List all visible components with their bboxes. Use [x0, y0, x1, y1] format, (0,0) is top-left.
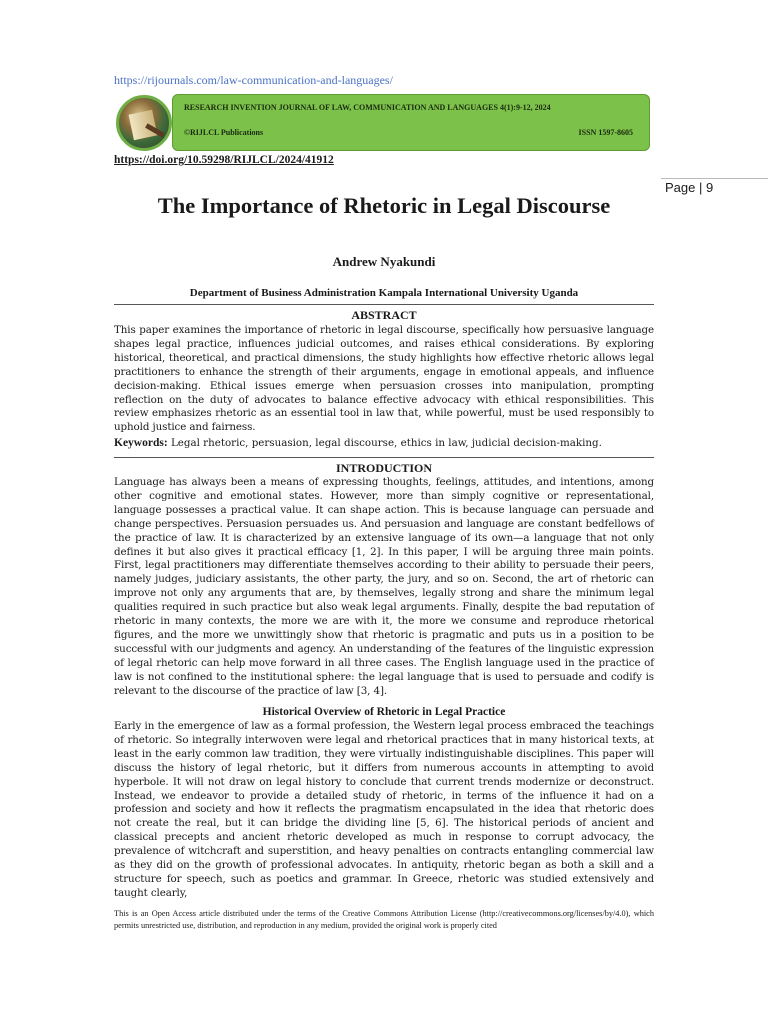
banner-title: RESEARCH INVENTION JOURNAL OF LAW, COMMUNICATION AND LANGUAGES 4(1):9-12, 2024: [184, 103, 551, 112]
introduction-heading: INTRODUCTION: [335, 461, 432, 475]
page-number-rule: [661, 178, 768, 179]
journal-banner: [172, 94, 650, 151]
introduction-text: Language has always been a means of expressing thoughts, feelings, attitudes, and intentions, among other cognitive and emotional states. However, more than simply cognitive or representational, language possesses a practical value. It can shape action. This is because language can persuade and change perspectives. Persuasion persuades us. And persuasion and language are constant bedfellows of the practice of law. It is characterized by an extensive language of its own—a language that not only defines it but also gives it practical efficacy [1, 2]. In this paper, I will be arguing three main points. First, legal practitioners may differentiate themselves according to their ability to persuade their peers, namely judges, judiciary assistants, the other party, the jury, and so on. Second, the art of rhetoric can improve not only any arguments that are, by themselves, legally strong and share the minimum legal qualities required in such practice but also weak legal arguments. Finally, despite the bad reputation of rhetoric in many contexts, the more we are with it, the more we consume and reproduce rhetorical figures, and the more we unwittingly show that rhetoric is pragmatic and puts us in a position to be successful with our judgments and agency. An understanding of the features of the linguistic expression of legal rhetoric can help move forward in all three cases. The English language used in the practice of law is not confined to the institutional sphere: the legal language that is used to persuade and codify is relevant to the discourse of the practice of law [3, 4].: [114, 476, 654, 697]
book-icon: [129, 110, 158, 140]
page-number: Page | 9: [665, 180, 714, 195]
keywords-label: Keywords:: [114, 437, 168, 449]
issn-label: ISSN 1597-8605: [578, 128, 633, 137]
author-affiliation: Department of Business Administration Kampala International University Uganda: [189, 287, 579, 299]
journal-url-link[interactable]: https://rijournals.com/law-communication-and-languages/: [114, 73, 393, 87]
doi-link[interactable]: https://doi.org/10.59298/RIJLCL/2024/41912: [114, 154, 334, 166]
historical-heading: Historical Overview of Rhetoric in Legal Practice: [262, 706, 506, 718]
historical-text: Early in the emergence of law as a formal profession, the Western legal process embraced the teachings of rhetoric. So integrally interwoven were legal and rhetorical practices that in many historical texts, at least in the early common law tradition, they were virtually indistinguishable disciplines. This paper will discuss the history of legal rhetoric, but it differs from numerous accounts in attempting to avoid hyperbole. It will not draw on legal history to conclude that current trends modernize or deconstruct. Instead, we endeavor to provide a detailed study of rhetoric, in terms of the influence it had on a profession and society and how it reflects the pragmatism encapsulated in the idea that rhetoric does not create the real, but it can bridge the dividing line [5, 6]. The historical periods of ancient and classical precepts and ancient rhetoric developed as much in response to corrupt advocacy, the prevalence of witchcraft and superstition, and heavy penalties on contracts entangling commercial law as they did on the growth of professional advocates. In antiquity, rhetoric began as both a skill and a structure for speech, such as poetics and grammar. In Greece, rhetoric was studied extensively and taught clearly,: [114, 720, 654, 899]
author-name: Andrew Nyakundi: [332, 254, 436, 269]
keywords-line: [114, 436, 654, 450]
abstract-heading: ABSTRACT: [351, 308, 417, 322]
article-title: The Importance of Rhetoric in Legal Discourse: [157, 193, 611, 218]
license-footer: This is an Open Access article distributed under the terms of the Creative Commons Attribution License (http://creativecommons.org/licenses/by/4.0), which permits unrestricted use, distribution, and reproduction in any medium, provided the original work is properly cited: [114, 909, 654, 930]
divider: [114, 304, 654, 305]
abstract-text: This paper examines the importance of rhetoric in legal discourse, specifically how persuasive language shapes legal practice, influences judicial outcomes, and raises ethical considerations. By exploring historical, theoretical, and practical dimensions, the study highlights how effective rhetoric allows legal practitioners to enhance the strength of their arguments, engage in emotional appeals, and influence decision-making. Ethical issues emerge when persuasion crosses into manipulation, prompting reflection on the duty of advocates to balance effective advocacy with ethical responsibilities. This review emphasizes rhetoric as an essential tool in law that, while powerful, must be used responsibly to uphold justice and fairness.: [114, 324, 654, 434]
publisher-label: ©RIJLCL Publications: [184, 128, 264, 137]
keywords-text: Legal rhetoric, persuasion, legal discourse, ethics in law, judicial decision-making.: [170, 437, 602, 449]
divider: [114, 457, 654, 458]
journal-logo: [116, 95, 172, 151]
